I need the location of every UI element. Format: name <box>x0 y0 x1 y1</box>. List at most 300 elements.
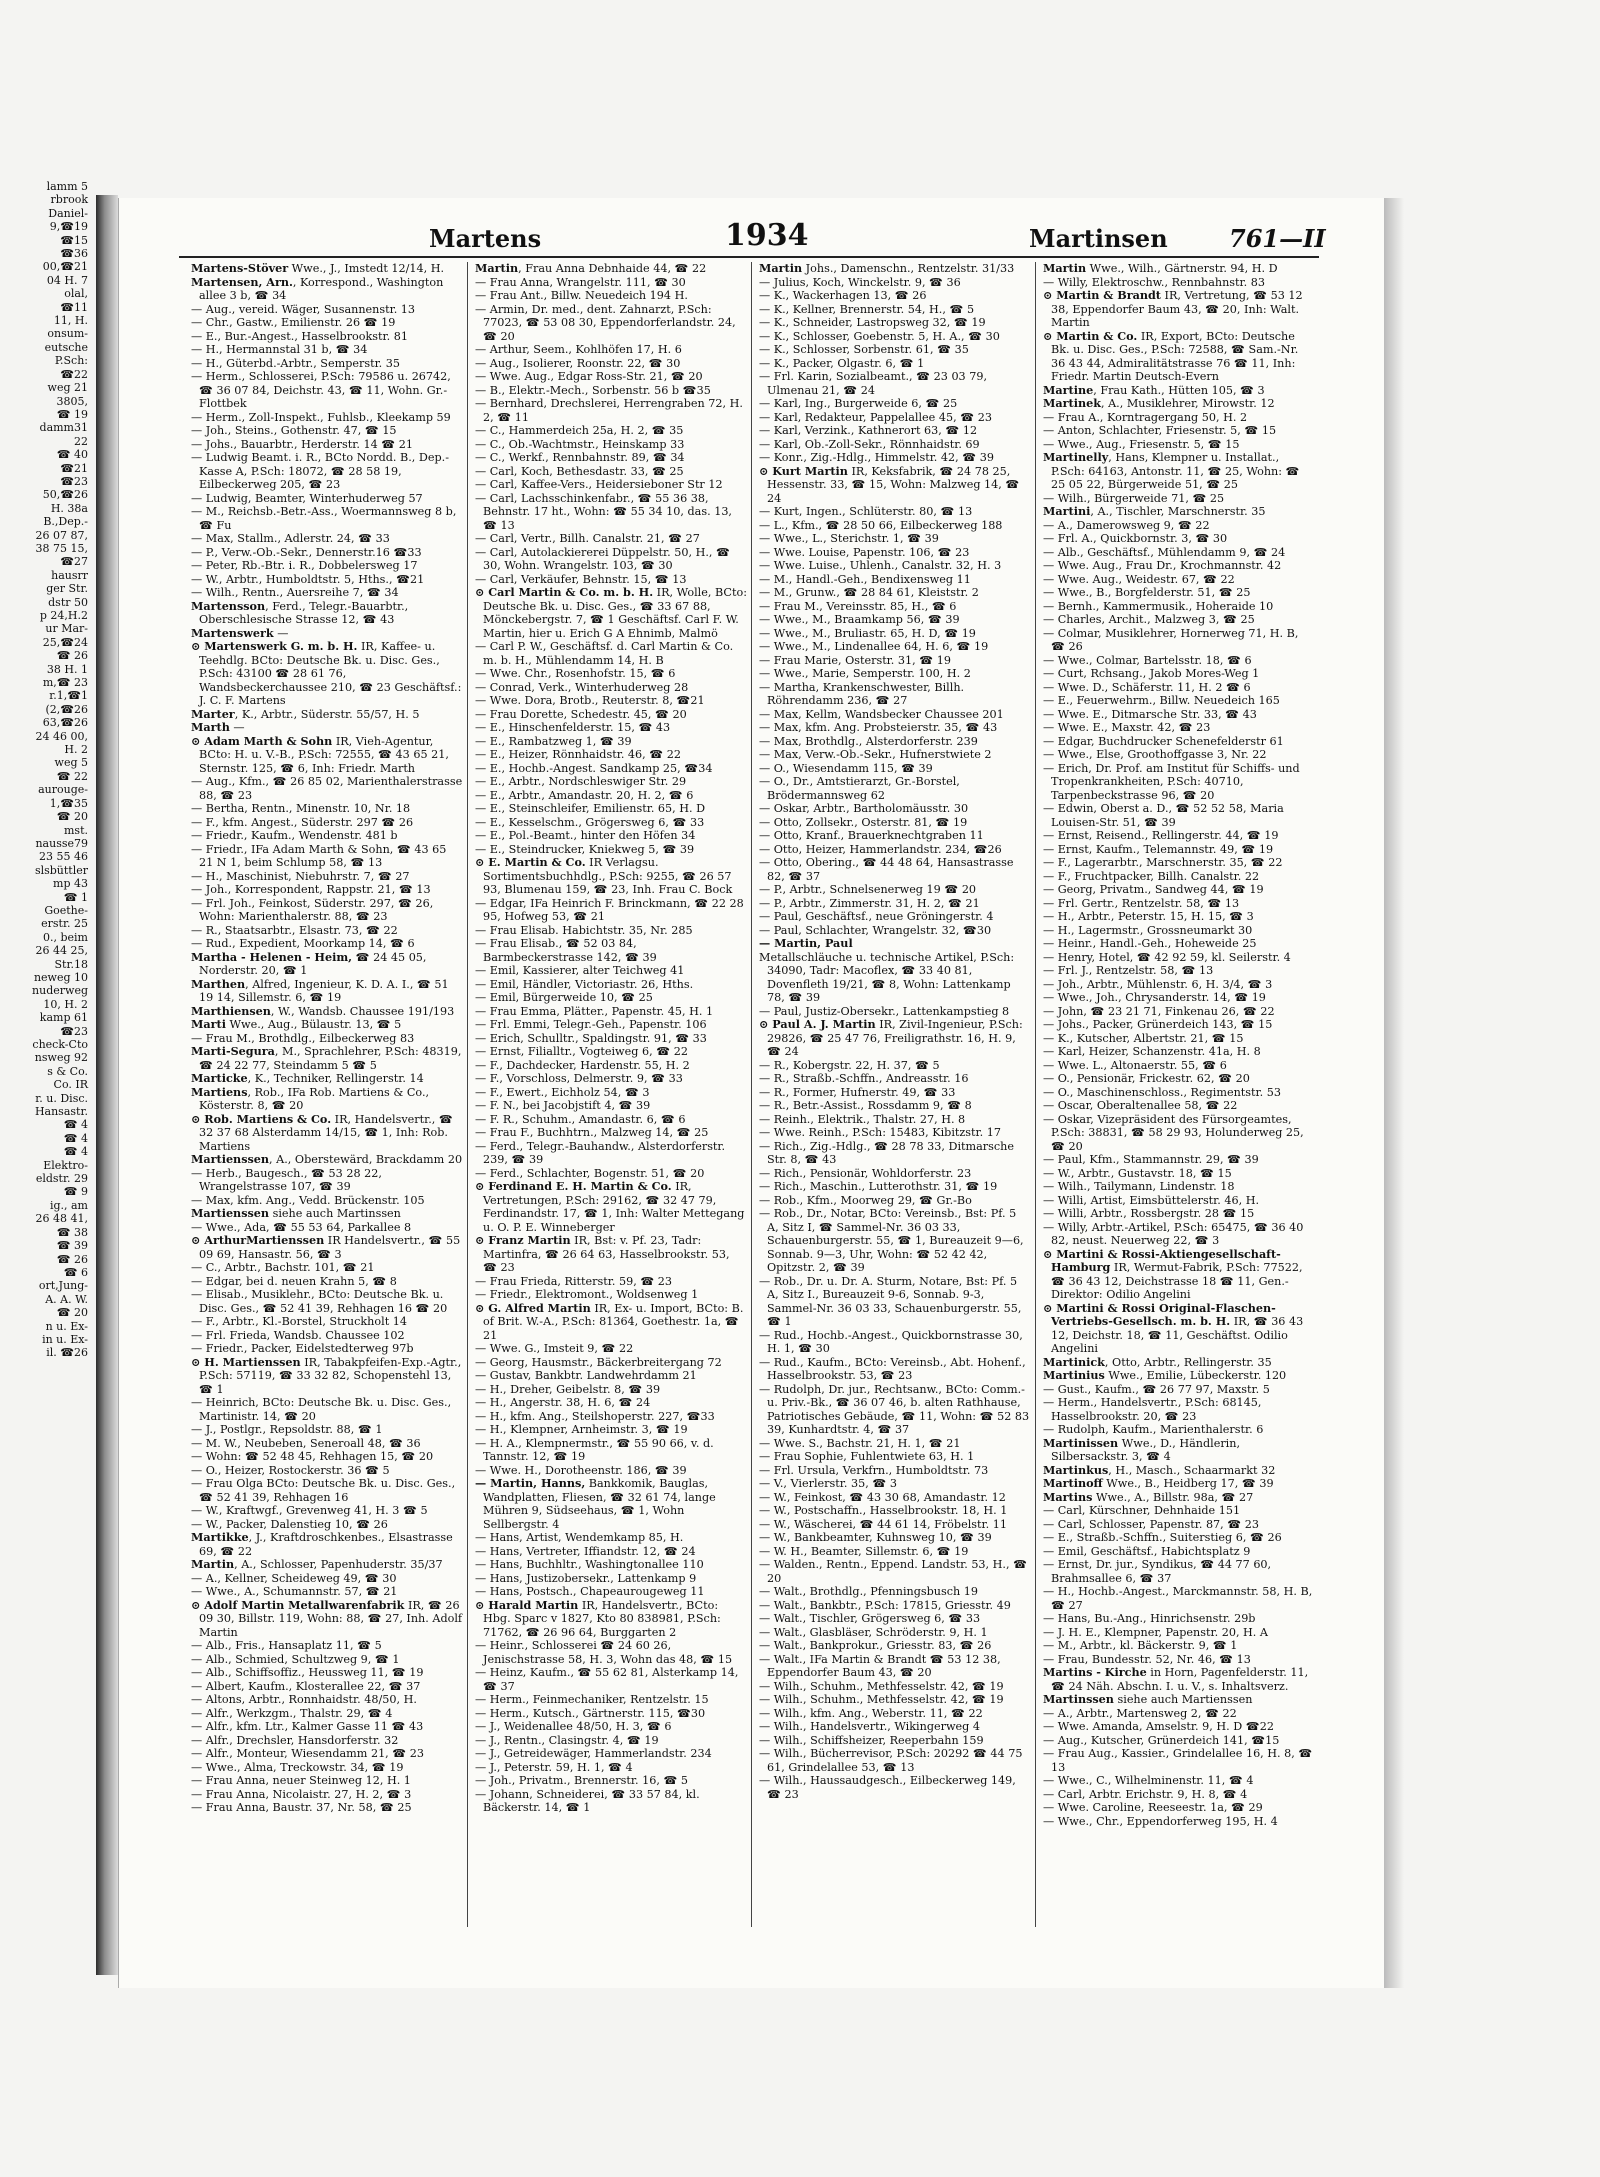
directory-entry <box>475 681 747 695</box>
entry-text: — <box>273 626 289 640</box>
directory-entry <box>759 1585 1031 1599</box>
left-page-text-fragment: mst. <box>64 823 88 837</box>
entry-text: , H., Masch., Schaarmarkt 32 <box>1108 1463 1276 1477</box>
entry-heading: ⊙ E. Martin & Co. <box>475 855 586 869</box>
entry-text: — Wwe. Luise., Uhlenh., Canalstr. 32, H. 3 <box>759 559 1002 572</box>
directory-entry <box>475 856 747 897</box>
directory-entry <box>191 1518 463 1532</box>
entry-text: — E., Rambatzweg 1, ☎ 39 <box>475 734 632 748</box>
column-divider <box>467 262 468 1927</box>
entry-text: Wwe., B., Heidberg 17, ☎ 39 <box>1102 1477 1274 1490</box>
directory-entry <box>759 1720 1031 1734</box>
entry-text: — John, ☎ 23 21 71, Finkenau 26, ☎ 22 <box>1043 1004 1275 1018</box>
entry-text: — Wohn: ☎ 52 48 45, Rehhagen 15, ☎ 20 <box>191 1450 434 1463</box>
entry-text: — Wwe., B., Borgfelderstr. 51, ☎ 25 <box>1043 586 1251 599</box>
directory-entry <box>1043 276 1315 290</box>
directory-entry <box>1043 1626 1315 1640</box>
entry-text: — Aug., vereid. Wäger, Susannenstr. 13 <box>191 302 416 316</box>
directory-entry <box>759 1140 1031 1167</box>
entry-heading: Martins - Kirche <box>1043 1665 1147 1679</box>
directory-entry <box>759 1491 1031 1505</box>
entry-text: — Frau F., Buchhtrn., Malzweg 14, ☎ 25 <box>475 1126 709 1139</box>
entry-text: — Wwe., Marie, Semperstr. 100, H. 2 <box>759 667 971 680</box>
entry-text: — Frl. Emmi, Telegr.-Geh., Papenstr. 106 <box>475 1018 707 1031</box>
entry-text: — Friedr., IFa Adam Marth & Sohn, ☎ 43 65 21 N 1, beim Schlump 58, ☎ 13 <box>191 842 447 869</box>
entry-heading: ⊙ Ferdinand E. H. Martin & Co. <box>475 1179 672 1193</box>
directory-entry <box>475 762 747 776</box>
entry-heading: ⊙ Martini & Rossi-Aktiengesellschaft-Hamburg <box>1043 1246 1281 1274</box>
directory-entry <box>1043 1005 1315 1019</box>
left-page-text-fragment: ☎ 26 <box>56 649 88 663</box>
directory-entry <box>191 451 463 492</box>
entry-text: — Walt., Glasbläser, Schröderstr. 9, H. 1 <box>759 1625 988 1639</box>
directory-entry <box>759 397 1031 411</box>
entry-text: — Heinz, Kaufm., ☎ 55 62 81, Alsterkamp 14, ☎ 37 <box>475 1666 739 1693</box>
entry-text: — O., Pensionär, Frickestr. 62, ☎ 20 <box>1043 1072 1250 1085</box>
directory-entry <box>759 573 1031 587</box>
entry-text: — Carl, Arbtr. Erichstr. 9, H. 8, ☎ 4 <box>1043 1787 1248 1801</box>
entry-heading: ⊙ Adolf Martin Metallwarenfabrik <box>191 1597 405 1612</box>
left-page-text-fragment: lamm 5 <box>46 180 88 193</box>
directory-entry <box>475 289 747 303</box>
directory-entry <box>475 1275 747 1289</box>
directory-entry <box>475 1099 747 1113</box>
directory-entry <box>191 1761 463 1775</box>
entry-text: — J., Peterstr. 59, H. 1, ☎ 4 <box>475 1760 633 1774</box>
entry-heading: Martinissen <box>1043 1435 1119 1450</box>
entry-text: — Bernhard, Drechslerei, Herrengraben 72, H. 2, ☎ 11 <box>475 397 743 424</box>
left-page-text-fragment: ☎ 4 <box>63 1118 88 1132</box>
left-page-text-fragment: erstr. 25 <box>41 917 88 931</box>
directory-entry <box>759 681 1031 708</box>
entry-text: — Bertha, Rentn., Minenstr. 10, Nr. 18 <box>191 802 411 815</box>
entry-text: — H., kfm. Ang., Steilshoperstr. 227, ☎33 <box>475 1409 715 1423</box>
left-page-text-fragment: Goethe- <box>44 903 88 917</box>
directory-entry <box>1043 897 1315 911</box>
entry-text: — Joh., Privatm., Brennerstr. 16, ☎ 5 <box>475 1774 689 1787</box>
directory-entry <box>759 1356 1031 1383</box>
directory-entry <box>759 1437 1031 1451</box>
entry-text: — Emil, Händler, Victoriastr. 26, Hths. <box>475 977 694 991</box>
directory-entry <box>1043 411 1315 425</box>
entry-text: IR, Vieh-Agentur, BCto: H. u. V.-B., P.Sch: 72555, ☎ 43 65 21, Sternstr. 125, ☎ 6, Inh: Friedr. Marth <box>199 734 449 775</box>
directory-entry <box>191 1693 463 1707</box>
directory-entry <box>1043 600 1315 614</box>
directory-entry <box>191 1680 463 1694</box>
directory-entry <box>191 1032 463 1046</box>
entry-text: — Konr., Zig.-Hdlg., Himmelstr. 42, ☎ 39 <box>759 451 994 464</box>
left-page-text-fragment: p 24,H.2 <box>39 609 88 622</box>
directory-entry <box>759 829 1031 843</box>
left-page-text-fragment: m,☎ 23 <box>42 676 88 690</box>
directory-entry <box>1043 384 1315 398</box>
entry-text: — Wwe. D., Schäferstr. 11, H. 2 ☎ 6 <box>1043 680 1251 694</box>
directory-entry <box>191 370 463 411</box>
directory-entry <box>1043 262 1315 276</box>
left-page-text-fragment: ☎23 <box>60 1024 88 1038</box>
directory-entry <box>191 1288 463 1315</box>
entry-text: — O., Maschinenschloss., Regimentstr. 53 <box>1043 1085 1281 1099</box>
directory-entry <box>475 1369 747 1383</box>
entry-text: — Frl. Karin, Sozialbeamt., ☎ 23 03 79, Ulmenau 21, ☎ 24 <box>759 370 988 397</box>
directory-entry <box>191 343 463 357</box>
directory-entry <box>191 1653 463 1667</box>
directory-entry <box>759 532 1031 546</box>
directory-entry <box>475 1558 747 1572</box>
entry-text: — C., Ob.-Wachtmstr., Heinskamp 33 <box>475 437 685 451</box>
entry-text: — Curt, Rchsang., Jakob Mores-Weg 1 <box>1043 667 1260 680</box>
directory-entry <box>1043 1788 1315 1802</box>
entry-text: — Ernst, Filialltr., Vogteiweg 6, ☎ 22 <box>475 1045 688 1058</box>
directory-entry <box>759 1531 1031 1545</box>
entry-text: Wwe., Emilie, Lübeckerstr. 120 <box>1104 1369 1287 1382</box>
directory-entry <box>475 964 747 978</box>
directory-entry <box>191 1585 463 1599</box>
left-page-text-fragment: Elektro- <box>43 1158 88 1172</box>
entry-text: — Frau M., Vereinsstr. 85, H., ☎ 6 <box>759 599 957 613</box>
left-page-text-fragment: 00,☎21 <box>42 260 88 274</box>
left-page-text-fragment: ☎22 <box>60 367 88 381</box>
directory-entry <box>759 424 1031 438</box>
directory-entry <box>1043 843 1315 857</box>
left-page-text-fragment: ☎36 <box>60 247 88 261</box>
entry-text: — Ferd., Telegr.-Bauhandw., Alsterdorferstr. 239, ☎ 39 <box>475 1139 726 1166</box>
directory-entry <box>475 262 747 276</box>
directory-entry <box>1043 681 1315 695</box>
directory-entry <box>475 991 747 1005</box>
left-page-text-fragment: s & Co. <box>47 1064 88 1078</box>
entry-text: IR Verlagsu. Sortimentsbuchhdlg., P.Sch: 9255, ☎ 26 57 93, Blumenau 159, ☎ 23, Inh. Frau C. Bock <box>483 856 733 896</box>
entry-text: — J., Rentn., Clasingstr. 4, ☎ 19 <box>475 1733 659 1747</box>
entry-text: — Herm., Feinmechaniker, Rentzelstr. 15 <box>475 1693 709 1706</box>
directory-entry <box>759 262 1031 276</box>
directory-entry <box>475 694 747 708</box>
entry-text: — E., Pol.-Beamt., hinter den Höfen 34 <box>475 829 696 842</box>
entry-text: Metallschläuche u. technische Artikel, P.Sch: 34090, Tadr: Macoflex, ☎ 33 40 81, Dovenfleth 19/21, ☎ 8, Wohn: Lattenkamp 78, ☎ 39 <box>759 950 1015 1004</box>
left-page-text-fragment: olal, <box>64 287 88 301</box>
entry-text: — Max, Stallm., Adlerstr. 24, ☎ 33 <box>191 532 390 545</box>
left-page-text-fragment: Co. IR <box>53 1078 88 1092</box>
entry-text: — W., Packer, Dalenstieg 10, ☎ 26 <box>191 1517 388 1531</box>
directory-entry <box>1043 438 1315 452</box>
entry-text: — Alb., Schiffsoffiz., Heussweg 11, ☎ 19 <box>191 1666 424 1679</box>
entry-text: Wwe., A., Billstr. 98a, ☎ 27 <box>1092 1490 1254 1504</box>
entry-text: — F., Ewert., Eichholz 54, ☎ 3 <box>475 1085 650 1099</box>
entry-text: — Max, kfm. Ang., Vedd. Brückenstr. 105 <box>191 1193 425 1207</box>
entry-text: — Emil, Geschäftsf., Habichtsplatz 9 <box>1043 1544 1251 1558</box>
directory-entry <box>475 1572 747 1586</box>
entry-text: — Wilh., Handelsvertr., Wikingerweg 4 <box>759 1720 980 1733</box>
directory-entry <box>1043 559 1315 573</box>
directory-entry <box>1043 1720 1315 1734</box>
entry-heading: Marti-Segura <box>191 1044 275 1058</box>
directory-entry <box>475 397 747 424</box>
entry-text: Johs., Damenschn., Rentzelstr. 31/33 <box>802 262 1015 275</box>
entry-text: — Frau Sophie, Fuhlentwiete 63, H. 1 <box>759 1450 975 1463</box>
entry-text: — O., Wiesendamm 115, ☎ 39 <box>759 761 933 775</box>
directory-entry <box>475 843 747 857</box>
directory-entry <box>759 1207 1031 1275</box>
entry-text: — Wwe. G., Imsteit 9, ☎ 22 <box>475 1342 634 1355</box>
entry-text: in Horn, Pagenfelderstr. 11, ☎ 24 Näh. Abschn. I. u. V., s. Inhaltsverz. <box>1051 1666 1309 1693</box>
directory-entry <box>191 627 463 641</box>
directory-entry <box>475 1059 747 1073</box>
entry-text: — Wwe. Reinh., P.Sch: 15483, Kibitzstr. 17 <box>759 1126 1001 1139</box>
entry-text: — Henry, Hotel, ☎ 42 92 59, kl. Seilerstr. 4 <box>1043 950 1291 964</box>
left-page-text-fragment: H. 38a <box>50 501 88 515</box>
entry-text: , Rob., IFa Rob. Martiens & Co., Kösterstr. 8, ☎ 20 <box>199 1085 430 1112</box>
entry-text: — Rudolph, Kaufm., Marienthalerstr. 6 <box>1043 1423 1264 1436</box>
entry-text: — J. H. E., Klempner, Papenstr. 20, H. A <box>1043 1625 1269 1639</box>
left-page-text-fragment: ort,Jung- <box>38 1279 88 1293</box>
entry-text: — Willi, Artist, Eimsbüttelerstr. 46, H. <box>1043 1193 1260 1207</box>
directory-entry <box>191 505 463 532</box>
directory-entry <box>1043 667 1315 681</box>
directory-entry <box>191 1045 463 1072</box>
directory-entry <box>1043 1491 1315 1505</box>
left-page-text-fragment: 3805, <box>56 394 88 408</box>
directory-entry <box>759 343 1031 357</box>
entry-text: — Carl, Autolackiererei Düppelstr. 50, H., ☎ 30, Wohn. Wrangelstr. 103, ☎ 30 <box>475 545 730 572</box>
entry-text: — Wilh., Bürgerweide 71, ☎ 25 <box>1043 491 1225 505</box>
entry-text: — Frl. Ursula, Verkfrn., Humboldtstr. 73 <box>759 1463 989 1477</box>
entry-text: — Gust., Kaufm., ☎ 26 77 97, Maxstr. 5 <box>1043 1382 1270 1396</box>
entry-text: — Paul, Geschäftsf., neue Gröningerstr. 4 <box>759 910 994 923</box>
entry-text: — Charles, Archit., Malzweg 3, ☎ 25 <box>1043 613 1255 626</box>
entry-text: — Karl, Ing., Burgerweide 6, ☎ 25 <box>759 397 958 410</box>
directory-entry <box>475 1234 747 1275</box>
entry-text: — Julius, Koch, Winckelstr. 9, ☎ 36 <box>759 275 961 289</box>
directory-entry <box>191 586 463 600</box>
entry-text: — Joh., Korrespondent, Rappstr. 21, ☎ 13 <box>191 883 431 896</box>
entry-text: — Aug., Isolierer, Roonstr. 22, ☎ 30 <box>475 356 681 370</box>
directory-entry <box>191 829 463 843</box>
entry-text: — Wwe. Chr., Rosenhofstr. 15, ☎ 6 <box>475 667 676 680</box>
directory-entry <box>1043 762 1315 803</box>
entry-text: — Carl, Kaffee-Vers., Heidersieboner Str 12 <box>475 478 723 491</box>
entry-text: — Max, Brothdlg., Alsterdorferstr. 239 <box>759 734 978 748</box>
directory-entry <box>191 1315 463 1329</box>
left-page-text-fragment: weg 5 <box>54 756 88 770</box>
entry-text: — Karl, Redakteur, Pappelallee 45, ☎ 23 <box>759 410 992 424</box>
directory-entry <box>1043 1086 1315 1100</box>
entry-text: — E., Arbtr., Amandastr. 20, H. 2, ☎ 6 <box>475 788 694 802</box>
left-page-text-fragment: slsbüttler <box>34 863 88 877</box>
left-page-text-fragment: ☎ 9 <box>63 1185 88 1199</box>
entry-text: Bankkomik, Bauglas, Wandplatten, Fliesen, ☎ 32 61 74, lange Mühren 9, Südseehaus, ☎ 1, Wohn Sellbergstr. 4 <box>483 1477 716 1531</box>
left-page-text-fragment: 26 44 25, <box>35 944 88 958</box>
directory-entry <box>475 465 747 479</box>
entry-text: — Aug., Kfm., ☎ 26 85 02, Marienthalerstrasse 88, ☎ 23 <box>191 775 463 802</box>
entry-text: — Frau M., Brothdlg., Eilbeckerweg 83 <box>191 1031 415 1045</box>
directory-entry <box>759 1086 1031 1100</box>
left-page-text-fragment: eutsche <box>44 340 88 354</box>
directory-entry <box>475 640 747 667</box>
directory-entry <box>759 937 1031 951</box>
directory-entry <box>191 1396 463 1423</box>
entry-text: — Rob., Dr., Notar, BCto: Vereinsb., Bst: Pf. 5 A, Sitz I, ☎ Sammel-Nr. 36 03 33, Schauenburgerstr. 55, ☎ 1, Bureauzeit 9—6, Sonnab. 9—3, Uhr, Wohn: ☎ 52 42 42, Opitzstr. 2, ☎ 39 <box>759 1207 1024 1274</box>
left-page-text-fragment: ☎ 4 <box>63 1145 88 1159</box>
entry-text: — H., Hochb.-Angest., Marckmannstr. 58, H. B, ☎ 27 <box>1043 1585 1313 1612</box>
directory-entry <box>475 1639 747 1666</box>
entry-text: — W., Wäscherei, ☎ 44 61 14, Fröbelstr. 11 <box>759 1517 1007 1531</box>
entry-text: — Carl, Kürschner, Dehnhaide 151 <box>1043 1504 1241 1517</box>
entry-text: — Colmar, Musiklehrer, Hornerweg 71, H. B, ☎ 26 <box>1043 626 1299 653</box>
left-page-text-fragment: 22 <box>74 434 88 448</box>
entry-text: — H., Güterbd.-Arbtr., Semperstr. 35 <box>191 356 401 370</box>
directory-entry <box>759 1383 1031 1437</box>
directory-entry <box>475 1599 747 1640</box>
entry-text: — Frl. Joh., Feinkost, Süderstr. 297, ☎ 26, Wohn: Marienthalerstr. 88, ☎ 23 <box>191 896 434 923</box>
directory-entry <box>191 316 463 330</box>
directory-entry <box>475 1140 747 1167</box>
left-page-text-fragment: n u. Ex- <box>45 1319 88 1333</box>
entry-text: — Frl. A., Quickbornstr. 3, ☎ 30 <box>1043 532 1228 545</box>
entry-heading: Martienssen <box>191 1206 270 1220</box>
entry-text: — Frl. J., Rentzelstr. 58, ☎ 13 <box>1043 964 1214 977</box>
entry-text: — Hans, Buchhltr., Washingtonallee 110 <box>475 1558 704 1571</box>
entry-text: , J., Kraftdroschkenbes., Elsastrasse 69, ☎ 22 <box>199 1531 453 1558</box>
entry-heading: ⊙ ArthurMartienssen <box>191 1233 325 1247</box>
directory-entry <box>475 1464 747 1478</box>
directory-entry <box>191 721 463 735</box>
entry-text: — M., Reichsb.-Betr.-Ass., Woermannsweg 8 b, ☎ Fu <box>191 505 457 532</box>
entry-text: — Frl. Gertr., Rentzelstr. 58, ☎ 13 <box>1043 896 1240 910</box>
directory-entry <box>759 289 1031 303</box>
directory-entry <box>475 1126 747 1140</box>
entry-text: , Frau Anna Debnhaide 44, ☎ 22 <box>518 262 707 275</box>
directory-entry <box>475 735 747 749</box>
entry-text: — Frau Anna, Baustr. 37, Nr. 58, ☎ 25 <box>191 1801 412 1814</box>
directory-entry <box>759 1707 1031 1721</box>
entry-text: — Wwe. Dora, Brotb., Reuterstr. 8, ☎21 <box>475 694 705 707</box>
entry-text: — Rich., Zig.-Hdlg., ☎ 28 78 33, Ditmarsche Str. 8, ☎ 43 <box>759 1139 1014 1166</box>
directory-entry <box>475 546 747 573</box>
directory-entry <box>1043 991 1315 1005</box>
directory-entry <box>759 438 1031 452</box>
left-page-text-fragment: ☎ 38 <box>56 1225 88 1239</box>
entry-text: — Wwe., Colmar, Bartelsstr. 18, ☎ 6 <box>1043 653 1252 667</box>
directory-entry <box>1043 1693 1315 1707</box>
directory-entry <box>1043 1153 1315 1167</box>
entry-text: — F., Fruchtpacker, Billh. Canalstr. 22 <box>1043 869 1260 883</box>
directory-entry <box>1043 924 1315 938</box>
entry-heading: Martin <box>759 261 803 275</box>
directory-entry <box>475 1693 747 1707</box>
directory-entry <box>1043 492 1315 506</box>
directory-entry <box>191 1504 463 1518</box>
directory-entry <box>1043 1396 1315 1423</box>
entry-text: — Paul, Kfm., Stammannstr. 29, ☎ 39 <box>1043 1153 1259 1166</box>
directory-entry <box>1043 1612 1315 1626</box>
entry-heading: Martinek <box>1043 396 1101 410</box>
directory-entry <box>759 559 1031 573</box>
entry-heading: ⊙ Martin & Co. <box>1043 328 1138 343</box>
directory-entry <box>191 1342 463 1356</box>
left-page-text-fragment: 25,☎24 <box>42 635 88 649</box>
directory-entry <box>475 789 747 803</box>
directory-entry <box>1043 1113 1315 1154</box>
entry-heading: Martha - Helenen - Heim, <box>191 949 353 964</box>
directory-entry <box>1043 586 1315 600</box>
entry-text: — Wwe. Aug., Weidestr. 67, ☎ 22 <box>1043 572 1235 586</box>
entry-text: — Carl P. W., Geschäftsf. d. Carl Martin & Co. m. b. H., Mühlendamm 14, H. B <box>475 640 734 667</box>
directory-entry <box>475 1113 747 1127</box>
entry-heading: Martin <box>475 261 519 275</box>
entry-text: — Frau Elisab., ☎ 52 03 84, Barmbeckerstrasse 142, ☎ 39 <box>475 937 657 964</box>
entry-heading: — Martin, Hanns, <box>475 1476 586 1490</box>
directory-entry <box>191 600 463 627</box>
directory-entry <box>1043 397 1315 411</box>
entry-text: — Johs., Bauarbtr., Herderstr. 14 ☎ 21 <box>191 437 413 451</box>
entry-heading: ⊙ Paul A. J. Martin <box>759 1017 876 1031</box>
entry-text: — Anton, Schlachter, Friesenstr. 5, ☎ 15 <box>1043 424 1277 437</box>
entry-text: — Frau Dorette, Schedestr. 45, ☎ 20 <box>475 707 687 721</box>
directory-entry <box>1043 1302 1315 1356</box>
left-page-text-fragment: 26 07 87, <box>35 528 88 542</box>
directory-entry <box>475 1032 747 1046</box>
directory-entry <box>191 1423 463 1437</box>
entry-text: — Wwe. Louise, Papenstr. 106, ☎ 23 <box>759 545 970 559</box>
column-1 <box>191 262 463 1815</box>
entry-text: — M., Arbtr., kl. Bäckerstr. 9, ☎ 1 <box>1043 1639 1238 1652</box>
directory-entry <box>191 411 463 425</box>
directory-entry <box>759 451 1031 465</box>
left-page-text-fragment: ☎ 6 <box>63 1265 88 1279</box>
entry-text: — Wwe., L., Sterichstr. 1, ☎ 39 <box>759 532 939 545</box>
entry-text: — Wwe., M., Lindenallee 64, H. 6, ☎ 19 <box>759 640 989 653</box>
entry-text: — Emil, Bürgerweide 10, ☎ 25 <box>475 991 653 1004</box>
directory-entry <box>475 1774 747 1788</box>
directory-entry <box>475 1531 747 1545</box>
entry-heading: Martenswerk <box>191 625 274 640</box>
entry-text: — Friedr., Kaufm., Wendenstr. 481 b <box>191 829 398 842</box>
entry-text: — P., Arbtr., Schnelsenerweg 19 ☎ 20 <box>759 883 977 896</box>
entry-text: IR, Handelsvertr., BCto: Hbg. Sparc v 1827, Kto 80 838981, P.Sch: 71762, ☎ 26 96 64, Burggarten 2 <box>483 1598 721 1639</box>
directory-entry <box>1043 1045 1315 1059</box>
directory-entry <box>759 1653 1031 1680</box>
directory-entry <box>191 1018 463 1032</box>
entry-heading: ⊙ Kurt Martin <box>759 463 848 478</box>
entry-text: — Heinr., Handl.-Geh., Hoheweide 25 <box>1043 937 1257 950</box>
entry-heading: Martin <box>191 1557 235 1571</box>
directory-entry <box>759 1275 1031 1329</box>
directory-entry <box>191 1194 463 1208</box>
entry-text: — P., Verw.-Ob.-Sekr., Dennerstr.16 ☎33 <box>191 545 422 559</box>
directory-entry <box>475 1018 747 1032</box>
directory-entry <box>191 357 463 371</box>
directory-entry <box>759 1450 1031 1464</box>
directory-entry <box>191 1599 463 1640</box>
directory-entry <box>759 1626 1031 1640</box>
directory-entry <box>1043 573 1315 587</box>
entry-text: — C., Hammerdeich 25a, H. 2, ☎ 35 <box>475 424 684 437</box>
directory-entry <box>759 505 1031 519</box>
directory-entry <box>759 1180 1031 1194</box>
left-page-text-fragment: damm31 <box>39 421 88 435</box>
directory-entry <box>759 316 1031 330</box>
directory-entry <box>191 1356 463 1397</box>
entry-text: Wwe., D., Händlerin, Silbersackstr. 3, ☎ 4 <box>1051 1436 1241 1463</box>
directory-entry <box>475 424 747 438</box>
entry-text: IR, Keksfabrik, ☎ 24 78 25, Hessenstr. 33, ☎ 15, Wohn: Malzweg 14, ☎ 24 <box>767 464 1020 505</box>
directory-entry <box>1043 748 1315 762</box>
directory-entry <box>1043 829 1315 843</box>
directory-entry <box>1043 937 1315 951</box>
directory-entry <box>759 1504 1031 1518</box>
left-page-text-fragment: 9,☎19 <box>49 220 88 234</box>
entry-text: — Wwe., C., Wilhelminenstr. 11, ☎ 4 <box>1043 1774 1254 1787</box>
